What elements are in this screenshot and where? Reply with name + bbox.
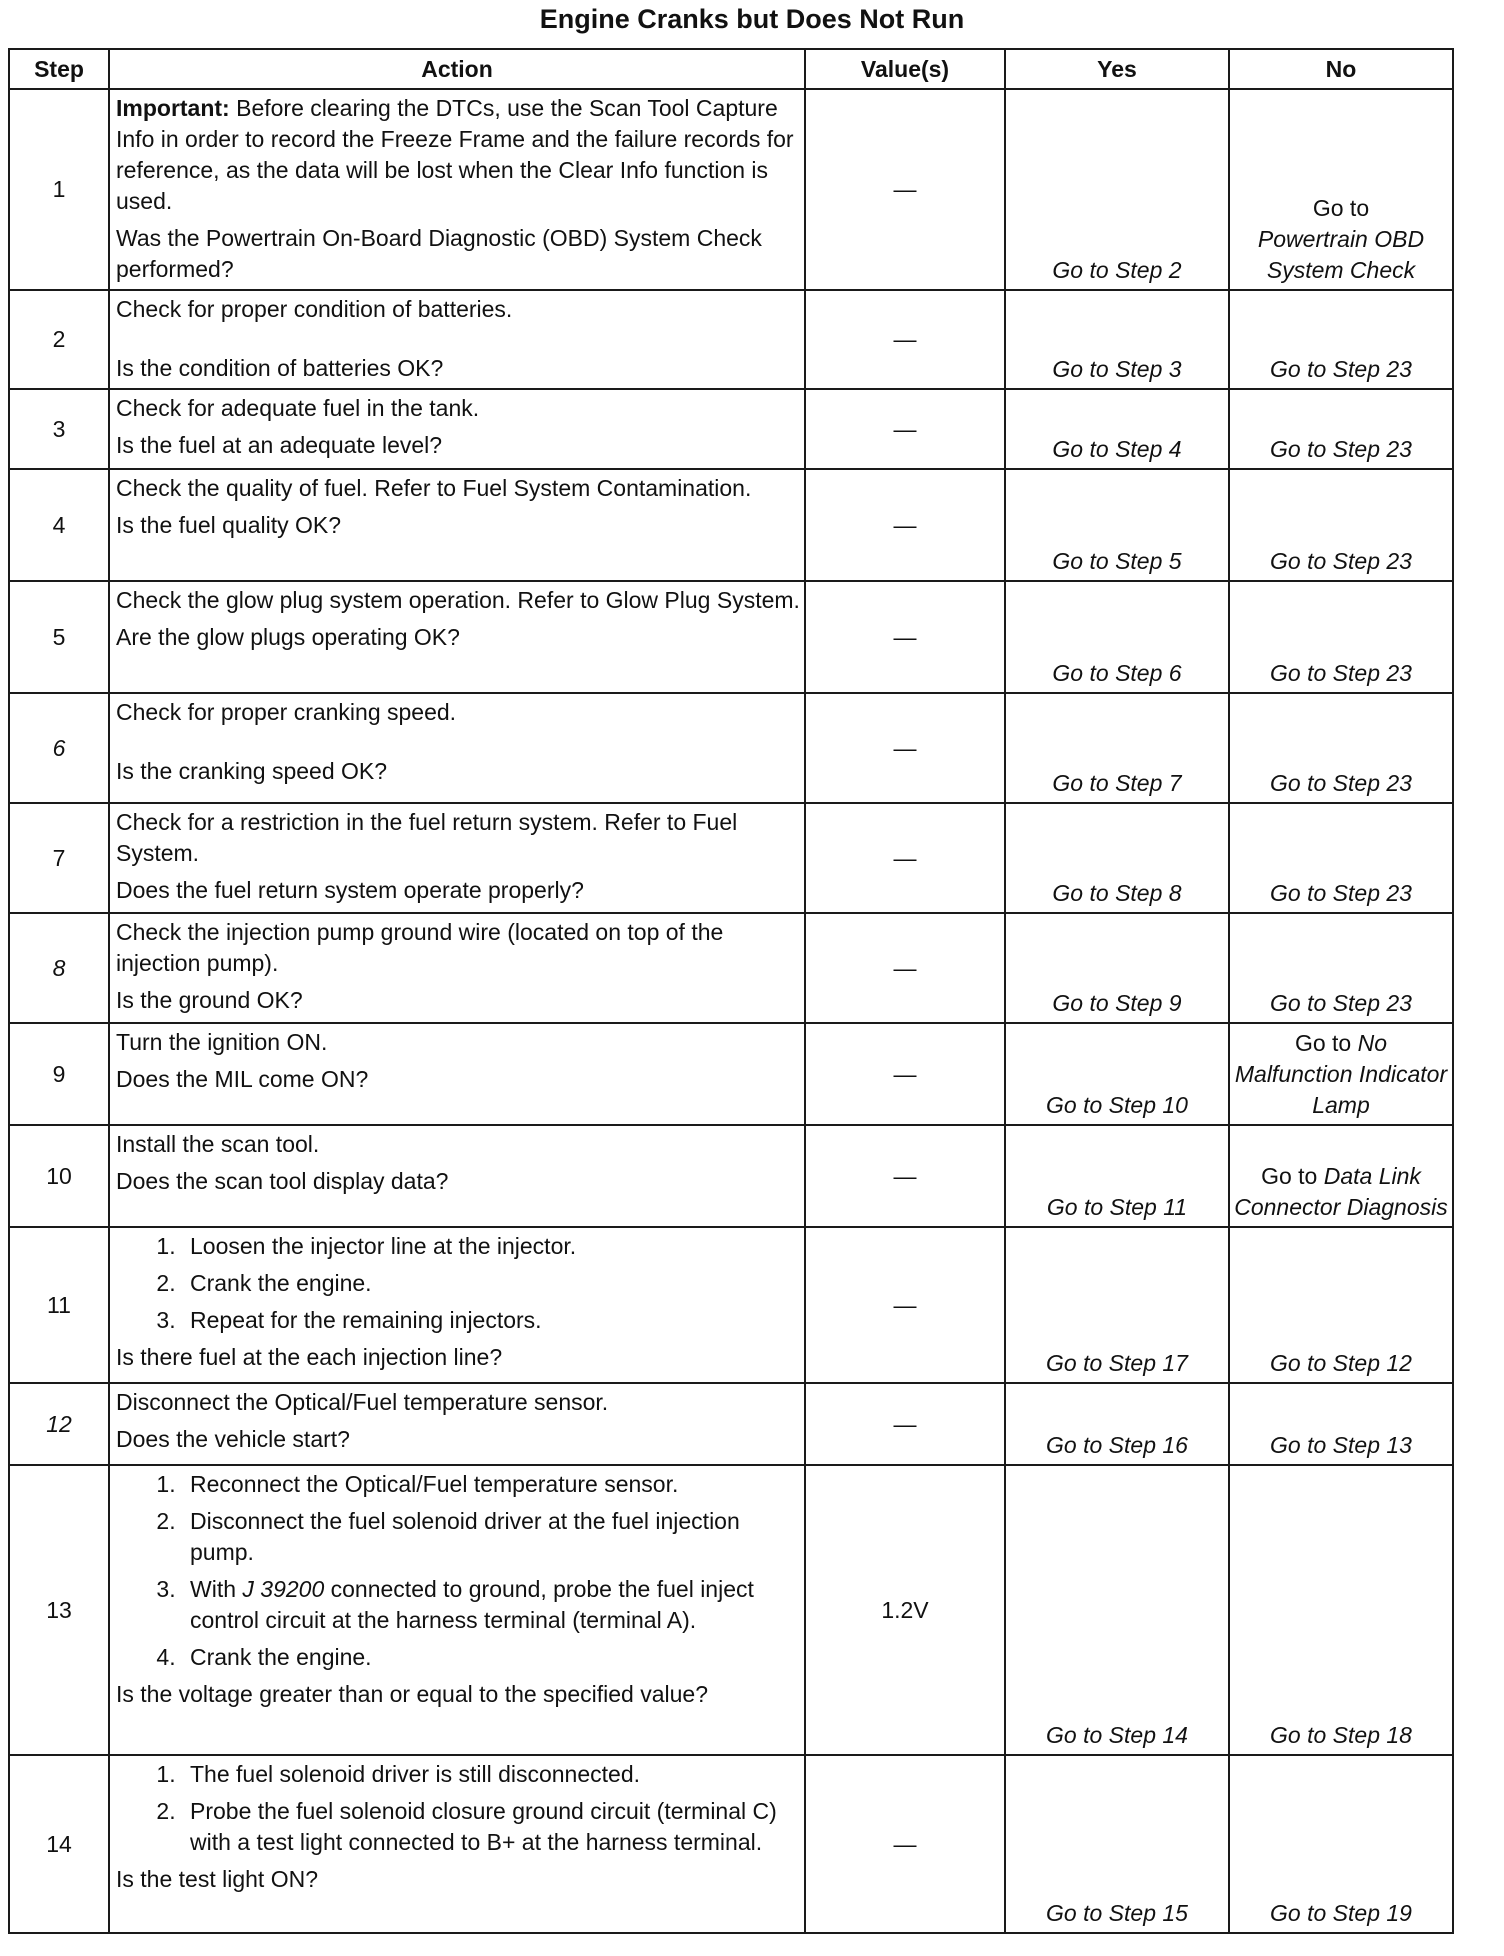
- action-text: Check for proper condition of batteries.: [116, 296, 513, 322]
- list-item: 1. The fuel solenoid driver is still disconnected.: [182, 1759, 800, 1790]
- step-number: 2: [9, 290, 109, 389]
- action-cell: [109, 803, 805, 913]
- table-row: [9, 693, 1453, 803]
- yes-cell: Go to Step 9: [1005, 913, 1229, 1023]
- important-label: Important:: [116, 95, 230, 121]
- yes-cell: Go to Step 7: [1005, 693, 1229, 803]
- no-cell: Go to Step 23: [1229, 581, 1453, 693]
- no-cell: Go to Step 23: [1229, 469, 1453, 581]
- no-link: Powertrain OBD System Check: [1257, 226, 1425, 283]
- list-item: 3. Repeat for the remaining injectors.: [182, 1305, 800, 1336]
- list-item: [182, 1574, 800, 1636]
- value-cell: 1.2V: [805, 1465, 1005, 1755]
- header-no: No: [1229, 49, 1453, 89]
- no-cell: Go to Step 23: [1229, 290, 1453, 389]
- page-title: Engine Cranks but Does Not Run: [539, 4, 965, 34]
- table-row: [9, 389, 1453, 469]
- yes-cell: Go to Step 6: [1005, 581, 1229, 693]
- step-number: 10: [9, 1125, 109, 1227]
- action-text: Check for proper cranking speed.: [116, 699, 457, 725]
- value-cell: —: [805, 1125, 1005, 1227]
- value-cell: —: [805, 1383, 1005, 1465]
- no-cell: Go to Step 13: [1229, 1383, 1453, 1465]
- no-cell: Go to Step 19: [1229, 1755, 1453, 1933]
- value-cell: —: [805, 469, 1005, 581]
- step-number: 11: [9, 1227, 109, 1383]
- question-text: Does the fuel return system operate properly?: [116, 877, 584, 903]
- value-cell: —: [805, 89, 1005, 290]
- table-row: [9, 290, 1453, 389]
- yes-cell: Go to Step 14: [1005, 1465, 1229, 1755]
- value-cell: —: [805, 693, 1005, 803]
- action-steps: [116, 1231, 800, 1336]
- yes-cell: Go to Step 16: [1005, 1383, 1229, 1465]
- no-prefix: Go to: [1294, 1030, 1352, 1056]
- action-steps: [116, 1759, 800, 1858]
- value-cell: —: [805, 290, 1005, 389]
- step-number: 8: [9, 913, 109, 1023]
- header-row: [9, 49, 1453, 89]
- header-yes: Yes: [1005, 49, 1229, 89]
- action-cell: [109, 389, 805, 469]
- yes-cell: Go to Step 11: [1005, 1125, 1229, 1227]
- important-text: Before clearing the DTCs, use the Scan Tool Capture Info in order to record the Freeze Frame and the failure records for reference, as the data will be lost when the Clear Info function is used.: [116, 95, 794, 214]
- yes-cell: Go to Step 5: [1005, 469, 1229, 581]
- question-text: Is the condition of batteries OK?: [116, 355, 444, 381]
- action-steps: [116, 1469, 800, 1673]
- list-item: 2. Disconnect the fuel solenoid driver at the fuel injection pump.: [182, 1506, 800, 1568]
- step-number: 13: [9, 1465, 109, 1755]
- item-text: With: [190, 1576, 236, 1602]
- table-row: [9, 1383, 1453, 1465]
- table-row: [9, 1023, 1453, 1125]
- table-row: [9, 1755, 1453, 1933]
- no-cell: [1229, 1125, 1453, 1227]
- question-text: Is the cranking speed OK?: [116, 758, 388, 784]
- yes-cell: Go to Step 4: [1005, 389, 1229, 469]
- action-cell: [109, 1227, 805, 1383]
- question-text: Are the glow plugs operating OK?: [116, 624, 460, 650]
- question-text: Does the vehicle start?: [116, 1426, 350, 1452]
- list-item: 1. Reconnect the Optical/Fuel temperature sensor.: [182, 1469, 800, 1500]
- no-cell: Go to Step 12: [1229, 1227, 1453, 1383]
- yes-cell: Go to Step 2: [1005, 89, 1229, 290]
- action-cell: [109, 290, 805, 389]
- step-number: 12: [9, 1383, 109, 1465]
- action-text: Check the injection pump ground wire (located on top of the injection pump).: [116, 919, 724, 976]
- no-prefix: Go to: [1261, 1163, 1318, 1189]
- action-cell: [109, 1755, 805, 1933]
- action-cell: [109, 469, 805, 581]
- no-cell: Go to Step 18: [1229, 1465, 1453, 1755]
- step-number: 9: [9, 1023, 109, 1125]
- action-text: Turn the ignition ON.: [116, 1029, 328, 1055]
- value-cell: —: [805, 581, 1005, 693]
- action-text: Check for adequate fuel in the tank.: [116, 395, 480, 421]
- action-cell: [109, 1465, 805, 1755]
- question-text: Is the voltage greater than or equal to the specified value?: [116, 1681, 709, 1707]
- table-row: [9, 89, 1453, 290]
- table-row: [9, 469, 1453, 581]
- value-cell: —: [805, 803, 1005, 913]
- table-row: [9, 1125, 1453, 1227]
- action-cell: [109, 581, 805, 693]
- no-cell: [1229, 89, 1453, 290]
- value-cell: —: [805, 389, 1005, 469]
- yes-cell: Go to Step 17: [1005, 1227, 1229, 1383]
- table-row: [9, 913, 1453, 1023]
- no-link: Data Link Connector Diagnosis: [1234, 1163, 1448, 1220]
- no-cell: Go to Step 23: [1229, 803, 1453, 913]
- yes-cell: Go to Step 10: [1005, 1023, 1229, 1125]
- table-row: [9, 1227, 1453, 1383]
- question-text: Is there fuel at the each injection line?: [116, 1344, 503, 1370]
- yes-cell: Go to Step 15: [1005, 1755, 1229, 1933]
- question-text: Is the ground OK?: [116, 987, 303, 1013]
- action-text: Install the scan tool.: [116, 1131, 320, 1157]
- action-cell: [109, 1125, 805, 1227]
- action-text: Check for a restriction in the fuel return system. Refer to Fuel System.: [116, 809, 738, 866]
- action-cell: [109, 913, 805, 1023]
- yes-cell: Go to Step 8: [1005, 803, 1229, 913]
- question-text: Is the fuel at an adequate level?: [116, 432, 443, 458]
- list-item: 4. Crank the engine.: [182, 1642, 800, 1673]
- list-item: 2. Crank the engine.: [182, 1268, 800, 1299]
- step-number: 1: [9, 89, 109, 290]
- no-cell: [1229, 1023, 1453, 1125]
- list-item: 2. Probe the fuel solenoid closure ground circuit (terminal C) with a test light connected to B+ at the harness terminal.: [182, 1796, 800, 1858]
- list-item: 1. Loosen the injector line at the injector.: [182, 1231, 800, 1262]
- step-number: 7: [9, 803, 109, 913]
- header-values: Value(s): [805, 49, 1005, 89]
- value-cell: —: [805, 1023, 1005, 1125]
- yes-cell: Go to Step 3: [1005, 290, 1229, 389]
- action-text: Check the quality of fuel. Refer to Fuel System Contamination.: [116, 475, 752, 501]
- step-number: 4: [9, 469, 109, 581]
- table-row: [9, 803, 1453, 913]
- step-number: 14: [9, 1755, 109, 1933]
- header-step: Step: [9, 49, 109, 89]
- no-prefix: Go to: [1312, 195, 1370, 221]
- item-text: connected to ground, probe the fuel inject control circuit at the harness terminal (terminal A).: [190, 1576, 754, 1633]
- value-cell: —: [805, 1227, 1005, 1383]
- table-row: [9, 1465, 1453, 1755]
- question-text: Does the MIL come ON?: [116, 1066, 369, 1092]
- action-cell: [109, 1023, 805, 1125]
- question-text: Does the scan tool display data?: [116, 1168, 449, 1194]
- action-text: Check the glow plug system operation. Refer to Glow Plug System.: [116, 587, 800, 613]
- step-number: 3: [9, 389, 109, 469]
- no-link: No Malfunction Indicator Lamp: [1234, 1030, 1448, 1118]
- action-cell: [109, 1383, 805, 1465]
- value-cell: —: [805, 913, 1005, 1023]
- no-cell: Go to Step 23: [1229, 389, 1453, 469]
- question-text: Is the fuel quality OK?: [116, 512, 342, 538]
- header-action: Action: [109, 49, 805, 89]
- no-cell: Go to Step 23: [1229, 693, 1453, 803]
- action-text: Disconnect the Optical/Fuel temperature sensor.: [116, 1389, 609, 1415]
- action-cell: [109, 693, 805, 803]
- important-note: [116, 93, 800, 217]
- value-cell: —: [805, 1755, 1005, 1933]
- diagnostic-table: [8, 48, 1454, 1934]
- no-cell: Go to Step 23: [1229, 913, 1453, 1023]
- step-number: 6: [9, 693, 109, 803]
- action-cell: [109, 89, 805, 290]
- table-row: [9, 581, 1453, 693]
- question-text: Was the Powertrain On-Board Diagnostic (OBD) System Check performed?: [116, 225, 762, 282]
- step-number: 5: [9, 581, 109, 693]
- tool-number: J 39200: [242, 1576, 325, 1602]
- question-text: Is the test light ON?: [116, 1866, 318, 1892]
